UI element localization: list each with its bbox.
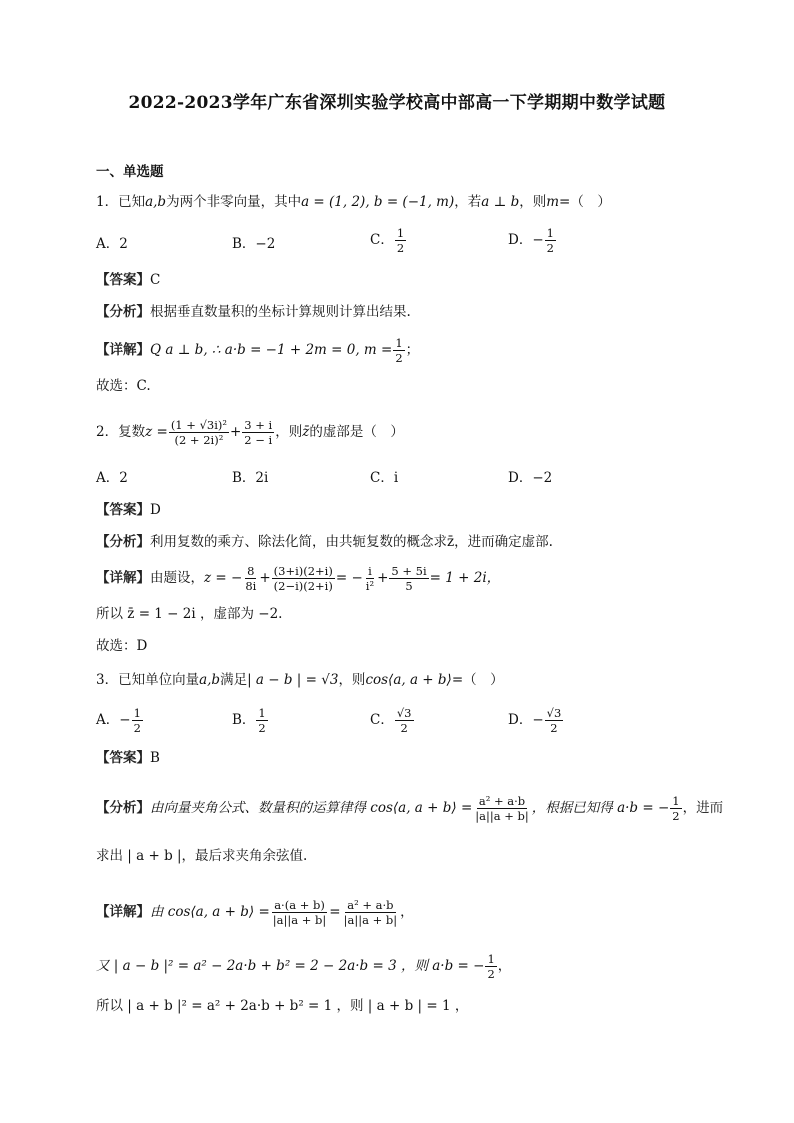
- fraction-numerator: √3: [546, 706, 562, 720]
- answer-value: D: [150, 502, 161, 518]
- q2-choose: 故选：D: [96, 638, 148, 654]
- q3-stem-text: =（ ）: [451, 672, 504, 688]
- q2-stem-text: 的虚部是（ ）: [309, 424, 404, 440]
- fraction-numerator: a·(a + b): [274, 898, 325, 912]
- q3-analysis-line2: 求出 | a + b |，最后求夹角余弦值.: [96, 848, 308, 864]
- q1-vector-coords: a = (1, 2), b = (−1, m): [301, 194, 455, 210]
- fraction-denominator: i²: [365, 579, 375, 593]
- q2-detail: [96, 564, 500, 593]
- fraction: [364, 564, 376, 593]
- fraction-numerator: 1: [487, 952, 495, 966]
- option-label: D．−: [508, 232, 544, 248]
- fraction: [670, 794, 681, 823]
- fraction-numerator: i: [368, 564, 372, 578]
- fraction: [132, 706, 143, 735]
- q3-option-a: [96, 706, 144, 735]
- q1-option-a: A．2: [96, 236, 128, 252]
- fraction: [473, 794, 531, 823]
- fraction-denominator: |a||a + b|: [343, 913, 398, 927]
- fraction: [169, 418, 229, 447]
- q2-stem-text: 2．复数: [96, 424, 146, 440]
- fraction: [256, 706, 267, 735]
- fraction: [242, 418, 274, 447]
- q1-analysis: [96, 302, 411, 322]
- answer-value: C: [150, 272, 161, 288]
- fraction-numerator: 1: [395, 336, 403, 350]
- fraction: [395, 706, 414, 735]
- fraction: [545, 706, 564, 735]
- q1-option-d: [508, 226, 557, 255]
- fraction-numerator: (3+i)(2+i): [273, 564, 333, 578]
- fraction-numerator: a² + a·b: [478, 794, 526, 808]
- q1-vectors: a,b: [145, 194, 167, 210]
- fraction-numerator: a² + a·b: [347, 898, 394, 912]
- detail-text: ，: [497, 958, 512, 974]
- operator: +: [229, 424, 242, 440]
- option-label: D．−: [508, 712, 544, 728]
- q3-condition: | a − b | = √3: [247, 672, 339, 688]
- fraction: [272, 564, 335, 593]
- fraction: [342, 898, 400, 927]
- analysis-text: ，进而: [682, 800, 724, 816]
- fraction-numerator: (1 + √3i)²: [170, 418, 227, 432]
- q2-detail-line2: 所以 z̄ = 1 − 2i ，虚部为 −2.: [96, 606, 283, 622]
- fraction-denominator: 2: [395, 351, 403, 365]
- operator: +: [259, 570, 271, 586]
- option-label: C．: [370, 232, 394, 248]
- fraction: [485, 952, 496, 981]
- q3-stem-text: ，则: [338, 672, 366, 688]
- q1-choose: 故选：C.: [96, 378, 151, 394]
- q1-detail: [96, 336, 419, 365]
- q2-stem-text: ，则: [275, 424, 303, 440]
- fraction-denominator: 2: [546, 241, 554, 255]
- fraction-denominator: (2 + 2i)²: [174, 433, 224, 447]
- detail-math: Q a ⊥ b, ∴ a·b = −1 + 2m = 0, m =: [150, 342, 393, 358]
- question-2-stem: [96, 418, 404, 447]
- detail-tag: 【详解】: [96, 904, 150, 920]
- q2-option-a: A．2: [96, 470, 128, 486]
- analysis-tag: 【分析】: [96, 304, 150, 320]
- fraction-denominator: |a||a + b|: [272, 913, 327, 927]
- fraction-denominator: 2: [487, 967, 495, 981]
- question-1-stem: [96, 192, 611, 212]
- fraction: [389, 564, 428, 593]
- q3-analysis: [96, 794, 723, 823]
- fraction: [395, 226, 406, 255]
- fraction-numerator: 8: [247, 564, 255, 578]
- q2-option-c: C．i: [370, 470, 399, 486]
- option-label: A．−: [96, 712, 131, 728]
- detail-text: 由题设，: [150, 570, 204, 586]
- q1-stem-text: 1．已知: [96, 194, 146, 210]
- fraction-denominator: 8i: [245, 579, 257, 593]
- q3-option-c: [370, 706, 415, 735]
- detail-math: z = −: [204, 570, 243, 586]
- fraction-denominator: 2: [400, 721, 408, 735]
- analysis-math: 由向量夹角公式、数量积的运算律得 cos⟨a, a + b⟩ =: [150, 800, 473, 816]
- fraction-numerator: 1: [258, 706, 266, 720]
- fraction-denominator: 2: [258, 721, 266, 735]
- q3-option-b: [232, 706, 269, 735]
- fraction-numerator: 3 + i: [244, 418, 273, 432]
- answer-tag: 【答案】: [96, 272, 150, 288]
- q1-stem-text: =（ ）: [559, 194, 611, 210]
- fraction-denominator: |a||a + b|: [475, 809, 529, 823]
- fraction-denominator: 2 − i: [244, 433, 273, 447]
- section-heading: 一、单选题: [96, 164, 164, 180]
- answer-value: B: [150, 750, 160, 766]
- fraction-numerator: 5 + 5i: [391, 564, 427, 578]
- q1-option-c: [370, 226, 407, 255]
- detail-math: 又 | a − b |² = a² − 2a·b + b² = 2 − 2a·b = 3 ，则 a·b = −: [96, 958, 485, 974]
- fraction-numerator: 1: [672, 794, 680, 808]
- analysis-tag: 【分析】: [96, 800, 150, 816]
- fraction: [271, 898, 329, 927]
- q1-answer: [96, 270, 160, 290]
- q1-stem-text: ，若: [454, 194, 482, 210]
- detail-math: 由 cos⟨a, a + b⟩ =: [150, 904, 270, 920]
- q2-variable: z =: [145, 424, 168, 440]
- q3-stem-text: 3．已知单位向量: [96, 672, 200, 688]
- q3-detail-line2: [96, 952, 511, 981]
- operator: = −: [335, 570, 363, 586]
- q2-analysis: [96, 532, 553, 552]
- q3-cosine: cos⟨a, a + b⟩: [365, 672, 452, 688]
- analysis-text: 根据垂直数量积的坐标计算规则计算出结果.: [150, 304, 411, 320]
- analysis-text: 利用复数的乘方、除法化简，由共轭复数的概念求z̄，进而确定虚部.: [150, 534, 553, 550]
- fraction: [243, 564, 258, 593]
- option-label: C．: [370, 712, 394, 728]
- q3-vectors: a,b: [199, 672, 221, 688]
- fraction-denominator: 2: [672, 809, 680, 823]
- fraction-numerator: 1: [546, 226, 554, 240]
- detail-tag: 【详解】: [96, 570, 150, 586]
- q2-option-d: D．−2: [508, 470, 553, 486]
- answer-tag: 【答案】: [96, 502, 150, 518]
- fraction-denominator: (2−i)(2+i): [273, 579, 333, 593]
- question-3-stem: [96, 670, 504, 690]
- page-title: 2022-2023学年广东省深圳实验学校高中部高一下学期期中数学试题: [128, 93, 666, 113]
- q2-answer: [96, 500, 161, 520]
- q1-stem-text: 为两个非零向量，其中: [166, 194, 302, 210]
- fraction: [393, 336, 404, 365]
- detail-text: ；: [405, 342, 420, 358]
- q2-option-b: B．2i: [232, 470, 269, 486]
- operator: =: [329, 904, 341, 920]
- q1-stem-text: ，则: [519, 194, 547, 210]
- q2-conjugate: z̄: [302, 424, 310, 440]
- detail-text: ，: [400, 904, 414, 920]
- q3-detail-line3: 所以 | a + b |² = a² + 2a·b + b² = 1 ，则 | a + b | = 1 ，: [96, 998, 469, 1014]
- detail-math: = 1 + 2i，: [429, 570, 501, 586]
- fraction-denominator: 2: [133, 721, 141, 735]
- fraction: [545, 226, 556, 255]
- detail-tag: 【详解】: [96, 342, 150, 358]
- fraction-numerator: 1: [133, 706, 141, 720]
- operator: +: [377, 570, 389, 586]
- q3-answer: [96, 748, 160, 768]
- fraction-denominator: 2: [550, 721, 558, 735]
- q1-option-b: B．−2: [232, 236, 276, 252]
- option-label: B．: [232, 712, 256, 728]
- fraction-numerator: 1: [396, 226, 405, 240]
- q3-detail: [96, 898, 414, 927]
- analysis-tag: 【分析】: [96, 534, 150, 550]
- answer-tag: 【答案】: [96, 750, 150, 766]
- q1-variable: m: [546, 194, 560, 210]
- fraction-denominator: 2: [396, 241, 405, 255]
- fraction-denominator: 5: [405, 579, 413, 593]
- q3-option-d: [508, 706, 564, 735]
- q1-perp-condition: a ⊥ b: [481, 194, 520, 210]
- analysis-math: ，根据已知得 a·b = −: [531, 800, 670, 816]
- fraction-numerator: √3: [396, 706, 412, 720]
- q3-stem-text: 满足: [220, 672, 248, 688]
